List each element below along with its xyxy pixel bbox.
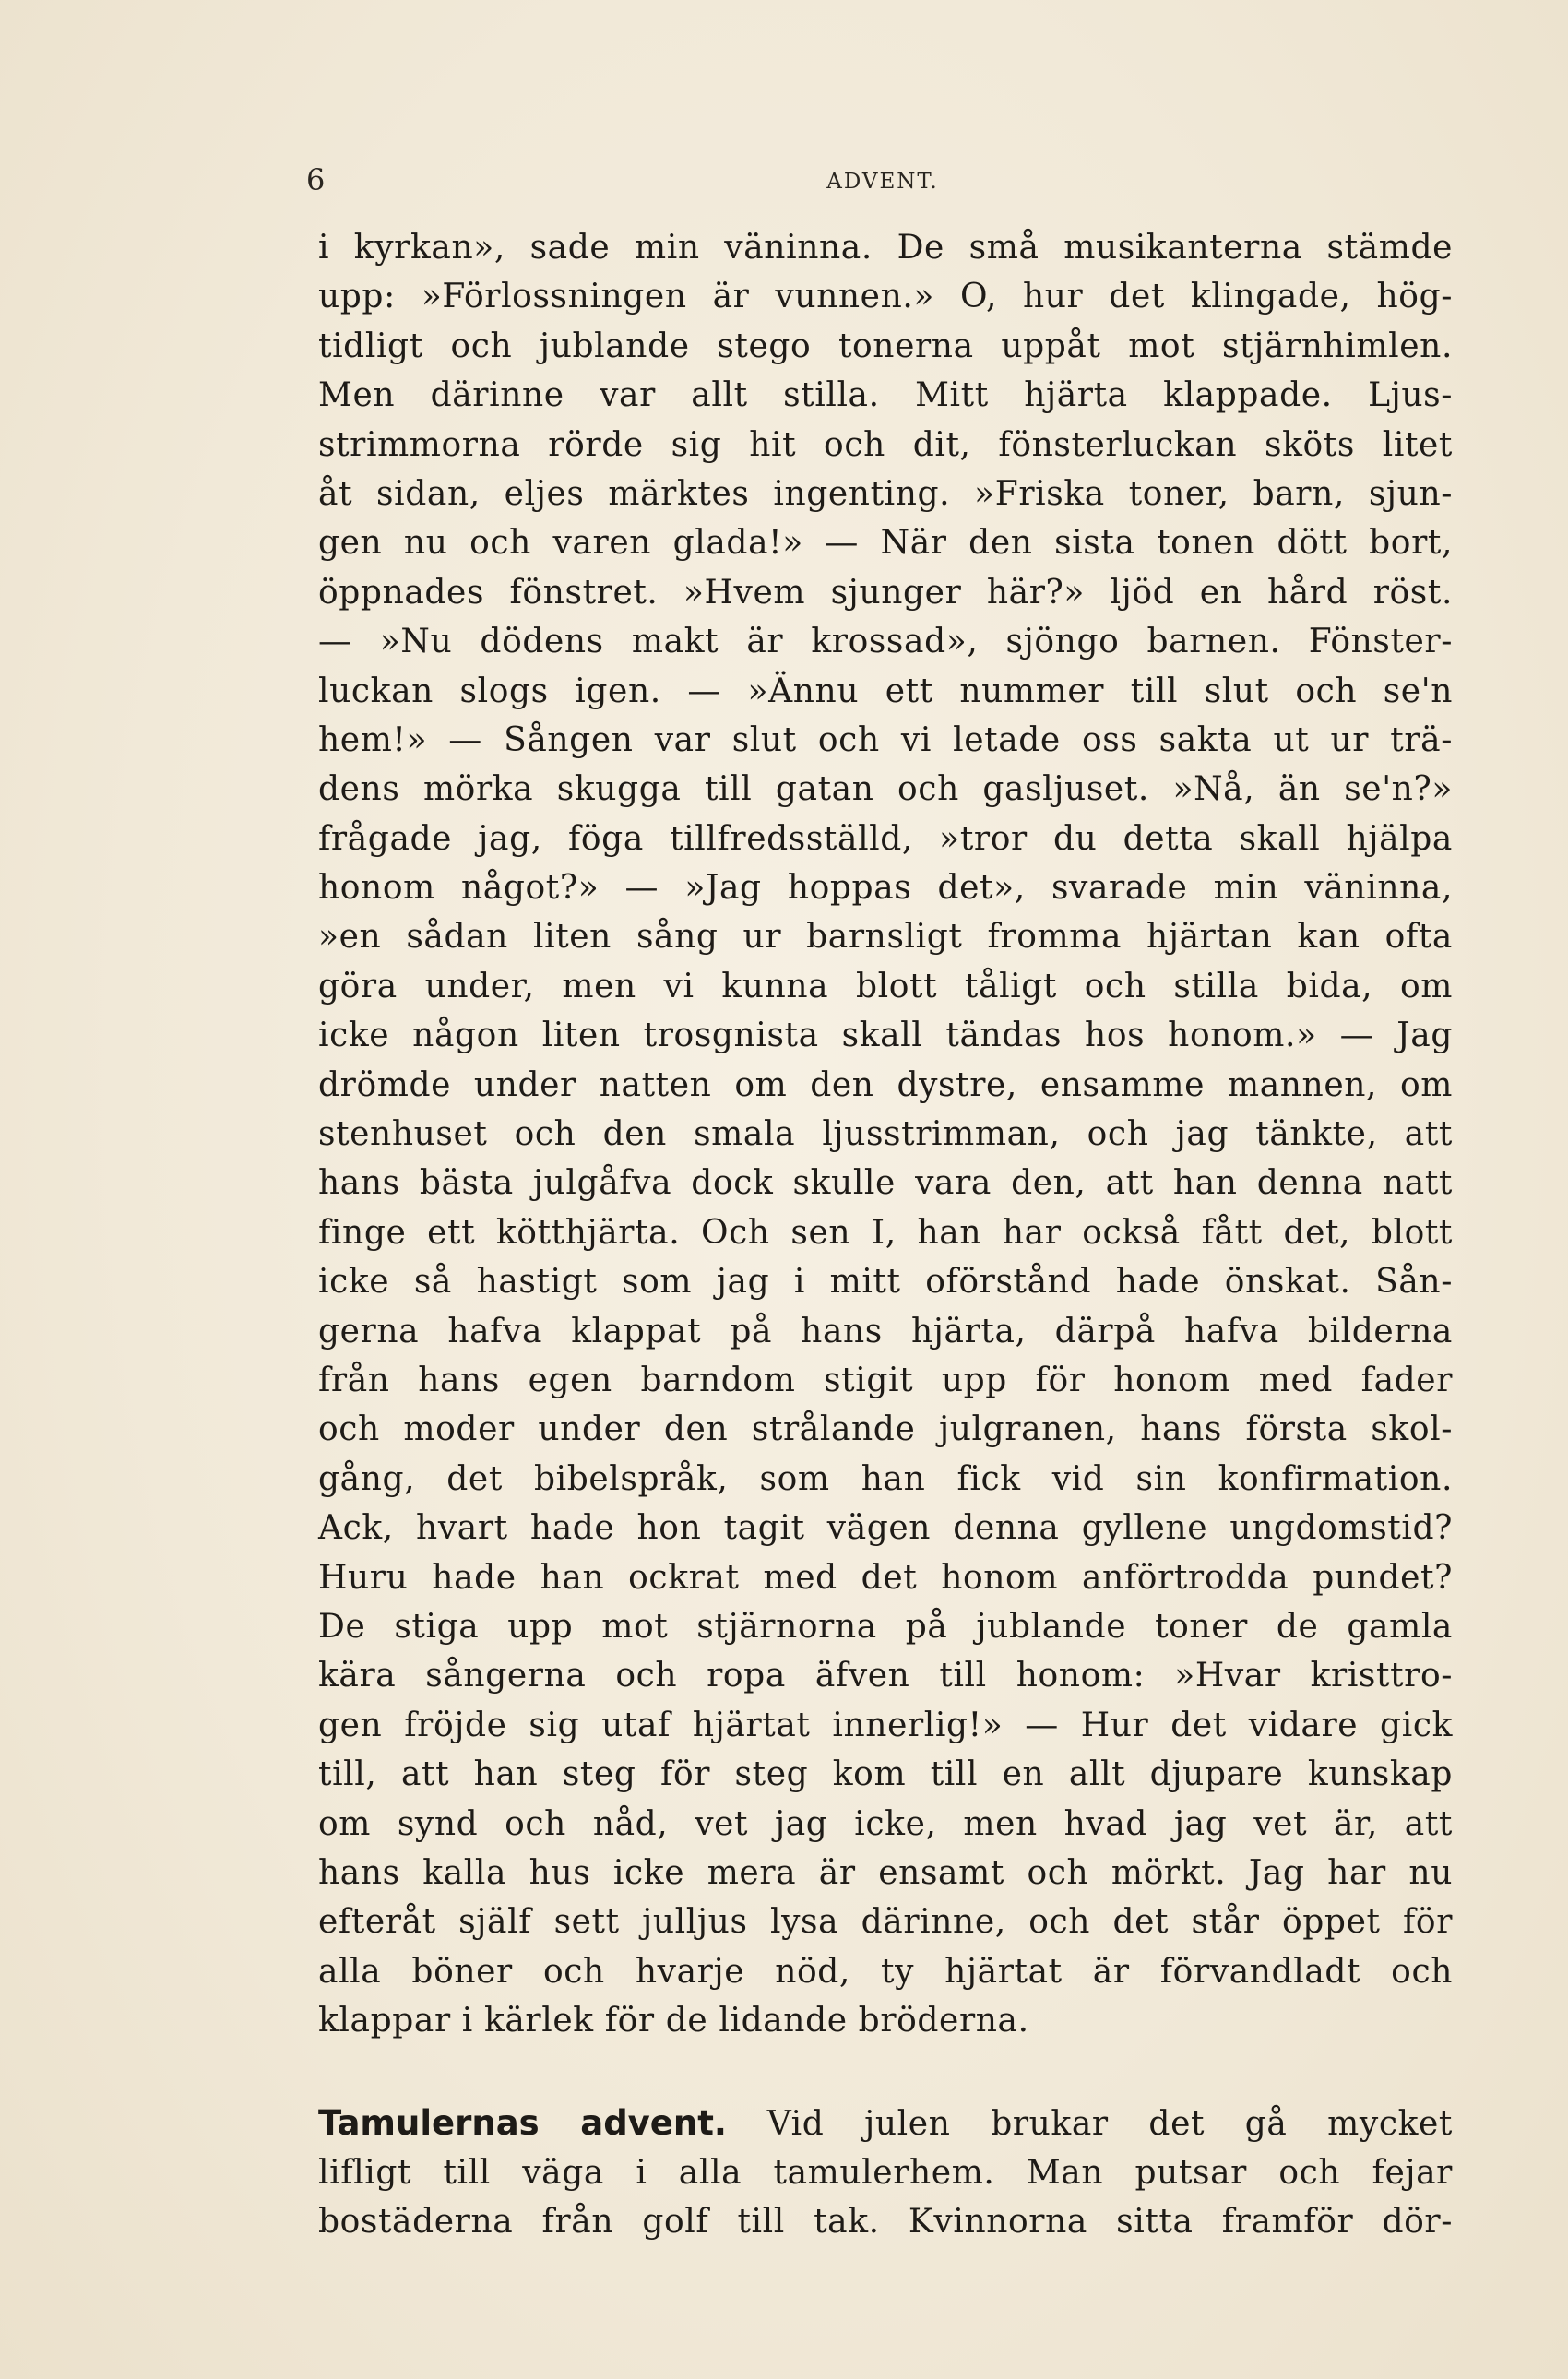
text-line: strimmorna rörde sig hit och dit, fönsterluckan sköts litet [318,425,1453,464]
body-text [318,223,1453,2247]
text-line: — »Nu dödens makt är krossad», sjöngo barnen. Fönster- [318,623,1453,661]
page-header [306,157,1459,212]
text-line: drömde under natten om den dystre, ensamme mannen, om [318,1065,1453,1104]
text-line: alla böner och hvarje nöd, ty hjärtat är förvandladt och [318,1952,1453,1991]
section-gap [318,2045,1453,2099]
text-line [318,2099,1453,2147]
section-first-line: Vid julen brukar det gå mycket [766,2105,1453,2144]
section-paragraph [318,2099,1453,2246]
text-line: från hans egen barndom stigit upp för honom med fader [318,1361,1453,1399]
text-line: om synd och nåd, vet jag icke, men hvad jag vet är, att [318,1804,1453,1843]
text-line: tidligt och jublande stego tonerna uppåt mot stjärnhimlen. [318,327,1453,365]
text-line: bostäderna från golf till tak. Kvinnorna sitta framför dör- [318,2203,1453,2242]
section-heading: Tamulernas advent. [318,2103,727,2144]
text-line: kära sångerna och ropa äfven till honom: »Hvar kristtro- [318,1657,1453,1695]
text-line: stenhuset och den smala ljusstrimman, och jag tänkte, att [318,1115,1453,1154]
text-line: Ack, hvart hade hon tagit vägen denna gyllene ungdomstid? [318,1509,1453,1548]
text-line: luckan slogs igen. — »Ännu ett nummer till slut och se'n [318,672,1453,710]
text-line: hem!» — Sången var slut och vi letade oss sakta ut ur trä- [318,720,1453,759]
text-line: »en sådan liten sång ur barnsligt fromma hjärtan kan ofta [318,918,1453,957]
text-line: finge ett kötthjärta. Och sen I, han har också fått det, blott [318,1213,1453,1252]
text-line: dens mörka skugga till gatan och gasljuset. »Nå, än se'n?» [318,770,1453,809]
text-line: De stiga upp mot stjärnorna på jublande toner de gamla [318,1607,1453,1646]
text-line: klappar i kärlek för de lidande bröderna. [318,2002,1029,2040]
text-line: i kyrkan», sade min väninna. De små musikanterna stämde [318,229,1453,267]
text-line: gerna hafva klappat på hans hjärta, därpå hafva bilderna [318,1312,1453,1350]
text-line: gen nu och varen glada!» — När den sista tonen dött bort, [318,524,1453,563]
text-line: göra under, men vi kunna blott tåligt och stilla bida, om [318,967,1453,1005]
text-line: gen fröjde sig utaf hjärtat innerlig!» — Hur det vidare gick [318,1706,1453,1744]
text-line: Men därinne var allt stilla. Mitt hjärta klappade. Ljus- [318,376,1453,415]
running-title: ADVENT. [826,170,939,194]
text-line: icke någon liten trosgnista skall tändas hos honom.» — Jag [318,1017,1453,1055]
text-line: hans bästa julgåfva dock skulle vara den, att han denna natt [318,1164,1453,1203]
text-line: frågade jag, föga tillfredsställd, »tror du detta skall hjälpa [318,819,1453,858]
text-line: icke så hastigt som jag i mitt oförstånd hade önskat. Sån- [318,1263,1453,1302]
text-line: öppnades fönstret. »Hvem sjunger här?» ljöd en hård röst. [318,573,1453,612]
text-line: Huru hade han ockrat med det honom anförtrodda pundet? [318,1558,1453,1597]
text-line: till, att han steg för steg kom till en allt djupare kunskap [318,1755,1453,1794]
text-line: efteråt själf sett julljus lysa därinne, och det står öppet för [318,1903,1453,1942]
paragraph [318,223,1453,2045]
text-line: hans kalla hus icke mera är ensamt och mörkt. Jag har nu [318,1853,1453,1892]
text-line: gång, det bibelspråk, som han fick vid sin konfirmation. [318,1459,1453,1498]
text-line: och moder under den strålande julgranen, hans första skol- [318,1410,1453,1449]
page-number: 6 [306,162,326,197]
text-line: lifligt till väga i alla tamulerhem. Man putsar och fejar [318,2153,1453,2192]
text-line: honom något?» — »Jag hoppas det», svarade min väninna, [318,869,1453,908]
text-line: upp: »Förlossningen är vunnen.» O, hur det klingade, hög- [318,278,1453,316]
text-line: åt sidan, eljes märktes ingenting. »Friska toner, barn, sjun- [318,474,1453,513]
